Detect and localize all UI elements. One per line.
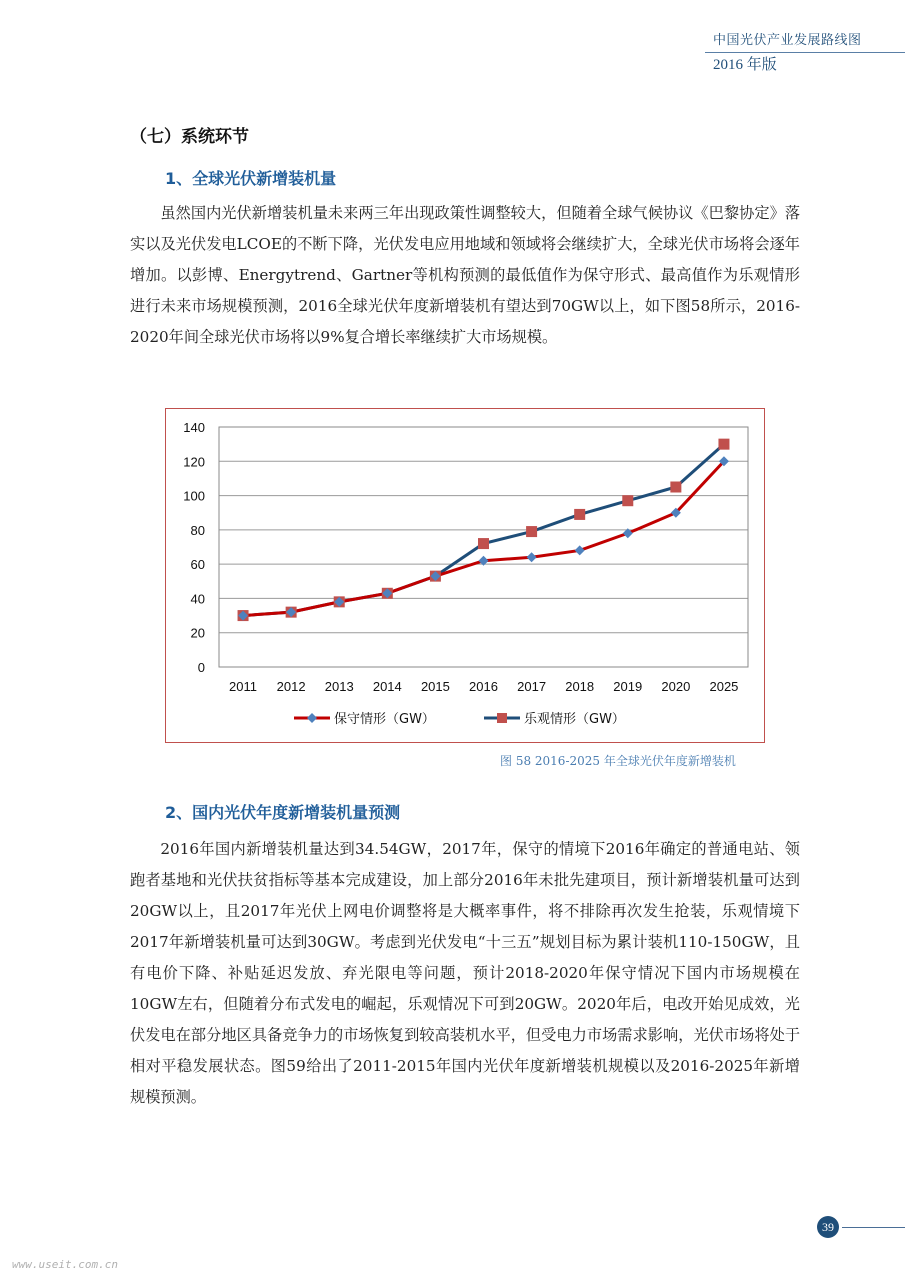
y-tick-label: 60 <box>190 557 205 573</box>
y-tick-label: 20 <box>190 625 205 641</box>
x-tick-label: 2014 <box>372 679 402 694</box>
watermark: www.useit.com.cn <box>12 1258 118 1271</box>
subsection-title-1: 1、全球光伏新增装机量 <box>165 169 337 188</box>
chart-frame <box>165 408 765 743</box>
figure-caption: 图 58 2016-2025 年全球光伏年度新增装机 <box>500 754 736 768</box>
footer-rule <box>842 1227 905 1228</box>
legend-label: 保守情形（GW） <box>334 712 435 727</box>
x-tick-label: 2025 <box>709 679 739 694</box>
y-tick-label: 80 <box>190 522 205 538</box>
x-tick-label: 2011 <box>229 679 258 694</box>
x-tick-label: 2019 <box>613 679 643 694</box>
data-point <box>575 545 585 555</box>
running-header <box>705 30 905 75</box>
data-point <box>574 509 585 520</box>
header-edition: 2016 年版 <box>713 57 777 73</box>
x-tick-label: 2016 <box>469 679 498 694</box>
body-paragraph-2: 2016年国内新增装机量达到34.54GW，2017年，保守的情境下2016年确定的普通电站、领跑者基地和光伏扶贫指标等基本完成建设，加上部分2016年未批先建项目，预计新增装机量可达到20GW以上，且2017年光伏上网电价调整将是大概率事件，将不排除再次发生抢装，乐观情境下2017年新增装机量可达到30GW。考虑到光伏发电“十三五”规划目标为累计装机110-150GW，且有电价下降、补贴延迟发放、弃光限电等问题，预计2018-2020年保守情况下国内市场规模在10GW左右，但随着分布式发电的崛起，乐观情况下可到20GW。2020年后，电改开始见成效，光伏发电在部分地区具备竞争力的市场恢复到较高装机水平，但受电力市场需求影响，光伏市场将处于相对平稳发展状态。图59给出了2011-2015年国内光伏年度新增装机规模以及2016-2025年新增规模预测。 <box>130 840 800 1106</box>
line-chart <box>166 409 766 744</box>
header-title: 中国光伏产业发展路线图 <box>713 33 862 48</box>
data-point <box>718 439 729 450</box>
x-tick-label: 2020 <box>661 679 691 694</box>
y-tick-label: 100 <box>183 488 205 504</box>
body-paragraph-1: 虽然国内光伏新增装机量未来两三年出现政策性调整较大，但随着全球气候协议《巴黎协定》落实以及光伏发电LCOE的不断下降，光伏发电应用地域和领域将会继续扩大，全球光伏市场将会逐年增加。以彭博、Energytrend、Gartner等机构预测的最低值作为保守形式、最高值作为乐观情形进行未来市场规模预测，2016全球光伏年度新增装机有望达到70GW以上，如下图58所示，2016-2020年间全球光伏市场将以9%复合增长率继续扩大市场规模。 <box>130 204 800 346</box>
data-point <box>526 526 537 537</box>
legend-label: 乐观情形（GW） <box>524 712 625 727</box>
x-tick-label: 2018 <box>565 679 595 694</box>
subsection-title-2: 2、国内光伏年度新增装机量预测 <box>165 803 401 822</box>
page-number: 39 <box>817 1216 839 1238</box>
y-tick-label: 0 <box>197 660 205 675</box>
y-tick-label: 120 <box>183 454 205 470</box>
x-tick-label: 2013 <box>324 679 354 694</box>
legend-marker <box>497 713 507 723</box>
y-tick-label: 40 <box>190 591 205 607</box>
x-tick-label: 2012 <box>276 679 306 694</box>
section-title: （七）系统环节 <box>130 127 249 147</box>
x-tick-label: 2015 <box>420 679 450 694</box>
data-point <box>478 538 489 549</box>
data-point <box>670 482 681 493</box>
x-tick-label: 2017 <box>517 679 547 694</box>
y-tick-label: 140 <box>183 420 205 435</box>
legend-marker <box>307 713 317 723</box>
data-point <box>527 552 537 562</box>
data-point <box>622 495 633 506</box>
